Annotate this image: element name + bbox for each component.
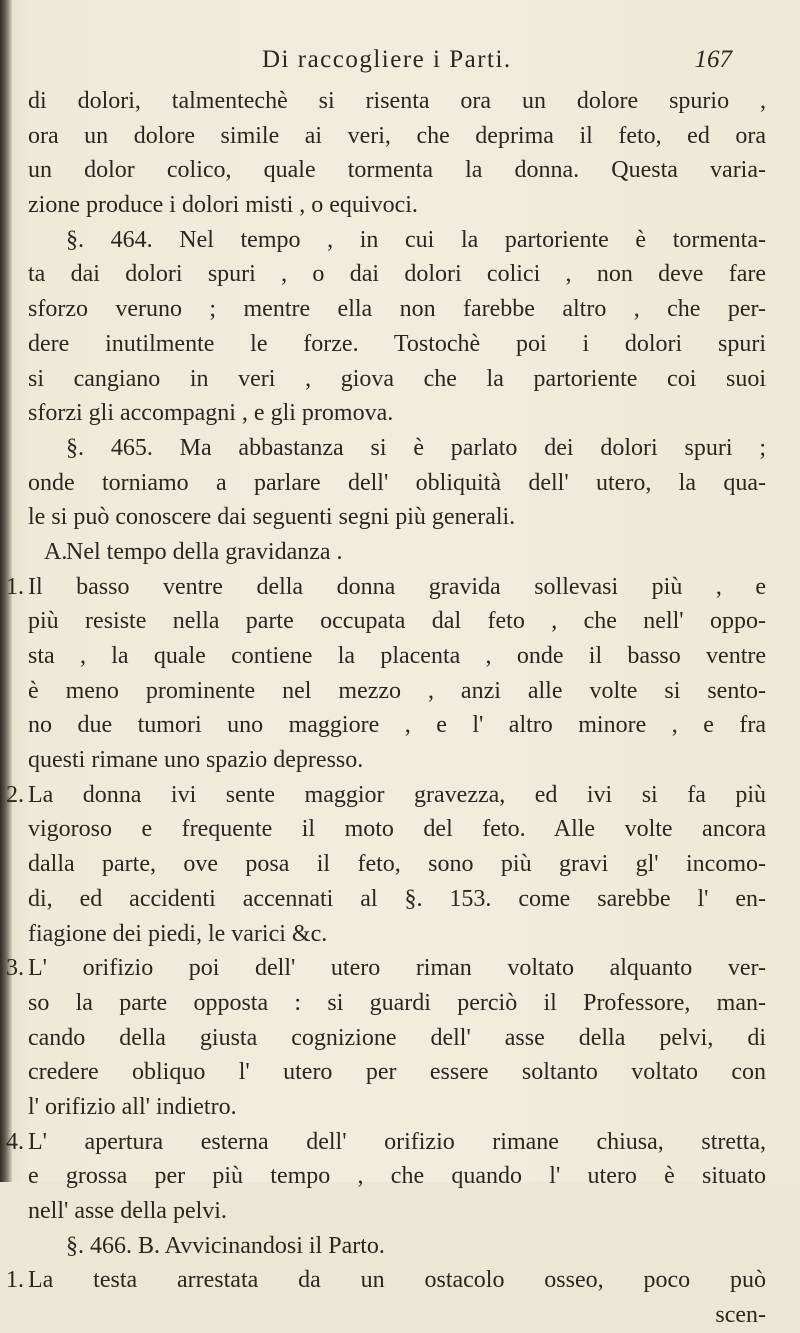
line-text: l' orifizio all' indietro. xyxy=(28,1093,237,1120)
line-text: no due tumori uno maggiore , e l' altro minore , e fra xyxy=(28,712,766,739)
line-text: e grossa per più tempo , che quando l' utero è situato xyxy=(28,1163,766,1190)
line-text: ora un dolore simile ai veri, che deprima il feto, ed ora xyxy=(28,122,766,149)
text-line xyxy=(28,1021,766,1056)
text-line xyxy=(28,292,766,327)
text-line xyxy=(28,882,766,917)
body-text xyxy=(6,84,766,1333)
line-text: questi rimane uno spazio depresso. xyxy=(28,747,364,774)
line-text: Il basso ventre della donna gravida sollevasi più , e xyxy=(28,573,766,600)
text-line xyxy=(28,1298,766,1333)
text-line xyxy=(28,1229,766,1264)
line-text: di dolori, talmentechè si risenta ora un dolore spurio , xyxy=(28,88,766,114)
text-line xyxy=(28,812,766,847)
line-text: §. 466. B. Avvicinandosi il Parto. xyxy=(66,1232,385,1259)
text-line xyxy=(6,1263,766,1298)
text-line xyxy=(28,1159,766,1194)
text-line xyxy=(28,188,766,223)
line-text: Nel tempo della gravidanza . xyxy=(66,538,343,565)
text-line xyxy=(28,708,766,743)
text-line xyxy=(6,951,766,986)
text-line xyxy=(28,466,766,501)
text-line xyxy=(28,743,766,778)
line-text: si cangiano in veri , giova che la partoriente coi suoi xyxy=(28,365,766,392)
line-text: ta dai dolori spuri , o dai dolori colici , non deve fare xyxy=(28,261,766,288)
text-line xyxy=(6,570,766,605)
line-text: sforzo veruno ; mentre ella non farebbe altro , che per- xyxy=(28,296,766,323)
line-text: un dolor colico, quale tormenta la donna. Questa varia- xyxy=(28,157,766,184)
line-text: La donna ivi sente maggior gravezza, ed ivi si fa più xyxy=(28,781,766,808)
text-line xyxy=(28,257,766,292)
line-text: di, ed accidenti accennati al §. 153. come sarebbe l' en- xyxy=(28,885,766,912)
line-text: so la parte opposta : si guardi perciò il Professore, man- xyxy=(28,989,766,1016)
line-text: La testa arrestata da un ostacolo osseo, poco può xyxy=(28,1267,766,1294)
line-text: sta , la quale contiene la placenta , onde il basso ventre xyxy=(28,643,766,669)
line-text: dalla parte, ove posa il feto, sono più gravi gl' incomo- xyxy=(28,851,766,878)
line-text: è meno prominente nel mezzo , anzi alle volte si sento- xyxy=(28,677,766,704)
text-line xyxy=(28,396,766,431)
line-text: L' orifizio poi dell' utero riman voltato alquanto ver- xyxy=(28,955,766,982)
text-line xyxy=(28,1194,766,1229)
text-line xyxy=(28,1055,766,1090)
line-text: le si può conoscere dai seguenti segni più generali. xyxy=(28,504,516,531)
text-line xyxy=(28,327,766,362)
text-line xyxy=(28,917,766,952)
text-line xyxy=(28,535,766,570)
text-line xyxy=(28,119,766,154)
line-text: più resiste nella parte occupata dal feto , che nell' oppo- xyxy=(28,608,766,635)
line-text: zione produce i dolori misti , o equivoci. xyxy=(28,192,418,219)
list-number: 1. xyxy=(6,573,24,600)
text-line xyxy=(28,431,766,466)
list-number: 3. xyxy=(6,955,24,982)
line-text: nell' asse della pelvi. xyxy=(28,1198,227,1224)
page-number: 167 xyxy=(694,46,732,73)
list-number: 2. xyxy=(6,781,24,808)
line-text: dere inutilmente le forze. Tostochè poi i dolori spuri xyxy=(28,330,766,357)
line-text: sforzi gli accompagni , e gli promova. xyxy=(28,400,394,427)
running-title: Di raccogliere i Parti. xyxy=(262,46,512,73)
list-number: 1. xyxy=(6,1267,24,1294)
line-text: credere obliquo l' utero per essere soltanto voltato con xyxy=(28,1059,766,1086)
text-line xyxy=(28,84,766,119)
text-line xyxy=(28,604,766,639)
line-text: fiagione dei piedi, le varici &c. xyxy=(28,920,328,947)
list-number: 4. xyxy=(6,1128,24,1155)
line-text: onde torniamo a parlare dell' obliquità dell' utero, la qua- xyxy=(28,469,766,496)
list-number: A. xyxy=(44,538,68,565)
text-line xyxy=(6,1125,766,1160)
text-line xyxy=(28,847,766,882)
text-line xyxy=(28,1090,766,1125)
text-line xyxy=(28,674,766,709)
text-line xyxy=(28,500,766,535)
line-text: cando della giusta cognizione dell' asse della pelvi, di xyxy=(28,1024,766,1051)
line-text: §. 465. Ma abbastanza si è parlato dei dolori spuri ; xyxy=(66,434,766,461)
line-text: scen- xyxy=(715,1302,766,1329)
text-line xyxy=(28,362,766,397)
line-text: L' apertura esterna dell' orifizio rimane chiusa, stretta, xyxy=(28,1128,766,1155)
text-line xyxy=(28,986,766,1021)
line-text: vigoroso e frequente il moto del feto. Alle volte ancora xyxy=(28,816,766,843)
line-text: §. 464. Nel tempo , in cui la partoriente è tormenta- xyxy=(66,226,766,253)
text-line xyxy=(28,639,766,674)
text-line xyxy=(28,223,766,258)
text-line xyxy=(6,778,766,813)
text-line xyxy=(28,153,766,188)
running-header xyxy=(262,42,732,82)
